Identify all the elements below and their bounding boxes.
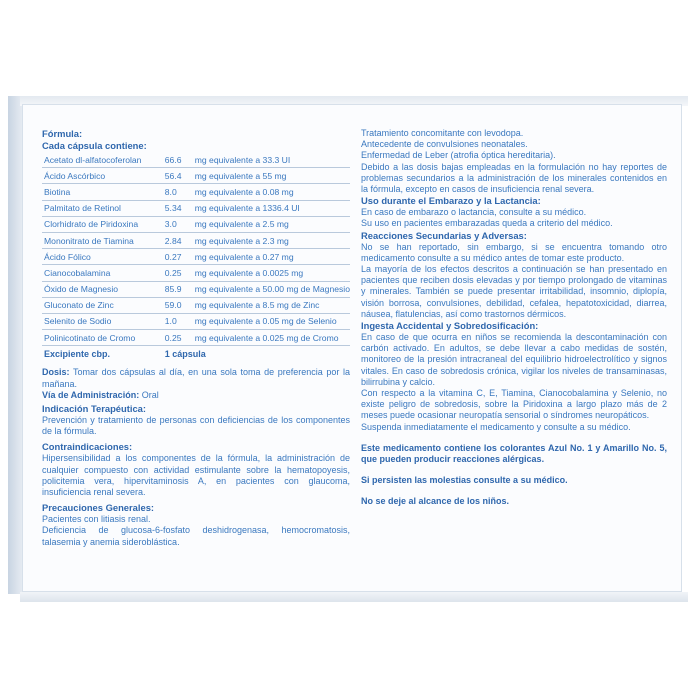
embarazo-title: Uso durante el Embarazo y la Lactancia:	[361, 195, 541, 207]
reacciones-title: Reacciones Secundarias y Adversas:	[361, 229, 527, 241]
ingredient-equivalent: mg equivalente a 50.00 mg de Magnesio	[193, 281, 350, 297]
indicacion-title: Indicación Terapéutica:	[42, 403, 147, 415]
ingredient-amount: 0.27	[163, 249, 193, 265]
ingredient-amount: 66.6	[163, 152, 193, 168]
precauciones-line1: Pacientes con litiasis renal.	[42, 514, 151, 525]
ingredient-row	[42, 152, 350, 168]
ingredient-name: Cianocobalamina	[42, 265, 163, 281]
ingredient-equivalent: mg equivalente a 0.27 mg	[193, 249, 350, 265]
ingredient-name: Clorhidrato de Piridoxina	[42, 216, 163, 232]
reacciones-text-2: La mayoría de los efectos descritos a continuación se han presentado en pacientes que reciben dosis elevadas y por tiempo prolongado de vitaminas y minerales. También se puede presentar irritabilidad, insomnio, diplopía, visión borrosa, convulsiones, debilidad, cefalea, hepatotoxicidad, diarrea, náusea, flatulencias, así como trastornos dérmicos.	[361, 264, 667, 319]
ingredient-name: Ácido Ascórbico	[42, 168, 163, 184]
excipient-row	[42, 346, 350, 362]
ingredient-equivalent: mg equivalente a 0.025 mg de Cromo	[193, 330, 350, 346]
ingredient-amount: 5.34	[163, 200, 193, 216]
ingredient-equivalent: mg equivalente a 1336.4 UI	[193, 200, 350, 216]
ingredient-name: Selenito de Sodio	[42, 313, 163, 329]
ingredient-amount: 56.4	[163, 168, 193, 184]
ingredient-amount: 0.25	[163, 265, 193, 281]
ingredient-name: Óxido de Magnesio	[42, 281, 163, 297]
ingredient-equivalent: mg equivalente a 2.5 mg	[193, 216, 350, 232]
ingredient-equivalent: mg equivalente a 33.3 UI	[193, 152, 350, 168]
ingredient-equivalent: mg equivalente a 0.05 mg de Selenio	[193, 313, 350, 329]
ingredient-equivalent: mg equivalente a 8.5 mg de Zinc	[193, 297, 350, 313]
formula-subtitle: Cada cápsula contiene:	[42, 140, 147, 151]
ingesta-text-1: En caso de que ocurra en niños se recomienda la descontaminación con carbón activado. En adultos, se debe llevar a cabo medidas de sostén, monitoreo de la presión intracraneal del equilibrio hidroelectrolítico y signos vitales. En caso de sobredosis crónica, vigilar los niveles de transaminasas, bilirrubina y calcio.	[361, 332, 667, 387]
ingredient-name: Palmitato de Retinol	[42, 200, 163, 216]
via-label: Vía de Administración:	[42, 389, 140, 400]
ingesta-text-3: Suspenda inmediatamente el medicamento y consulte a su médico.	[361, 421, 631, 432]
contra-cont-line3: Enfermedad de Leber (atrofia óptica hereditaria).	[361, 150, 556, 161]
ingredient-name: Biotina	[42, 184, 163, 200]
ingredient-equivalent: mg equivalente a 55 mg	[193, 168, 350, 184]
contraindicaciones-title: Contraindicaciones:	[42, 441, 133, 453]
dosis-label: Dosis:	[42, 367, 70, 378]
ingredient-amount: 85.9	[163, 281, 193, 297]
ingredient-amount: 8.0	[163, 184, 193, 200]
ingredient-name: Mononitrato de Tiamina	[42, 232, 163, 248]
excipient-label: Excipiente cbp.	[44, 348, 111, 359]
contra-cont-line2: Antecedente de convulsiones neonatales.	[361, 139, 528, 150]
embarazo-text-2: Su uso en pacientes embarazadas queda a criterio del médico.	[361, 218, 613, 229]
warning-colorantes: Este medicamento contiene los colorantes Azul No. 1 y Amarillo No. 5, que pueden producir reacciones alérgicas.	[361, 442, 667, 465]
dosis-text: Tomar dos cápsulas al día, en una sola toma de preferencia por la mañana.	[42, 367, 350, 389]
excipient-value: 1 cápsula	[164, 348, 206, 359]
ingredient-amount: 0.25	[163, 330, 193, 346]
via-paragraph	[42, 390, 350, 401]
embarazo-text-1: En caso de embarazo o lactancia, consulte a su médico.	[361, 207, 587, 218]
contra-cont-line1: Tratamiento concomitante con levodopa.	[361, 128, 524, 138]
formula-title: Fórmula:	[42, 128, 83, 139]
contra-cont-line4: Debido a las dosis bajas empleadas en la formulación no hay reportes de problemas secundarios a la administración de los minerales contenidos en la fórmula, excepto en casos de insuficiencia renal severa.	[361, 161, 667, 195]
precauciones-title: Precauciones Generales:	[42, 502, 155, 514]
warning-molestias: Si persisten las molestias consulte a su médico.	[361, 475, 568, 486]
ingredient-row	[42, 200, 350, 216]
ingredient-row	[42, 184, 350, 200]
ingredient-equivalent: mg equivalente a 2.3 mg	[193, 232, 350, 248]
box-bottom-edge	[20, 592, 688, 602]
contraindicaciones-text: Hipersensibilidad a los componentes de la fórmula, la administración de cualquier compuesto con actividad estimulante sobre la hematopoyesis, policitemia vera, hipervitaminosis A, en pacientes con glaucoma, insuficiencia renal severa.	[42, 453, 350, 498]
ingesta-title: Ingesta Accidental y Sobredosificación:	[361, 320, 539, 332]
ingredient-name: Acetato dl-alfatocoferolan	[42, 152, 163, 168]
right-column	[361, 128, 667, 508]
dosis-paragraph	[42, 367, 350, 389]
ingredient-name: Ácido Fólico	[42, 249, 163, 265]
ingredient-name: Polinicotinato de Cromo	[42, 330, 163, 346]
ingredient-row	[42, 265, 350, 281]
ingredient-amount: 2.84	[163, 232, 193, 248]
ingredient-row	[42, 249, 350, 265]
ingesta-text-2: Con respecto a la vitamina C, E, Tiamina, Cianocobalamina y Selenio, no existe peligro de sobredosis, sobre la Piridoxina a largo plazo más de 2 meses puede ocasionar neuropatía sensorial o síndromes neuropáticos.	[361, 388, 667, 421]
ingredient-amount: 59.0	[163, 297, 193, 313]
ingredient-amount: 1.0	[163, 313, 193, 329]
ingredient-row	[42, 330, 350, 346]
ingredient-amount: 3.0	[163, 216, 193, 232]
ingredient-row	[42, 313, 350, 329]
ingredient-row	[42, 281, 350, 297]
ingredients-table	[42, 152, 350, 361]
ingredient-row	[42, 168, 350, 184]
ingredient-row	[42, 232, 350, 248]
via-value: Oral	[141, 389, 159, 400]
ingredient-row	[42, 297, 350, 313]
reacciones-text-1: No se han reportado, sin embargo, si se encuentra tomando otro medicamento consulte a su médico antes de tomar este producto.	[361, 241, 667, 263]
ingredient-name: Gluconato de Zinc	[42, 297, 163, 313]
ingredient-row	[42, 216, 350, 232]
ingredient-equivalent: mg equivalente a 0.0025 mg	[193, 265, 350, 281]
warning-ninos: No se deje al alcance de los niños.	[361, 496, 510, 507]
indicacion-text: Prevención y tratamiento de personas con deficiencias de los componentes de la fórmula.	[42, 415, 350, 437]
ingredient-equivalent: mg equivalente a 0.08 mg	[193, 184, 350, 200]
left-column	[42, 128, 350, 548]
precauciones-line2: Deficiencia de glucosa-6-fosfato deshidrogenasa, hemocromatosis, talasemia y anemia sideroblástica.	[42, 525, 350, 547]
